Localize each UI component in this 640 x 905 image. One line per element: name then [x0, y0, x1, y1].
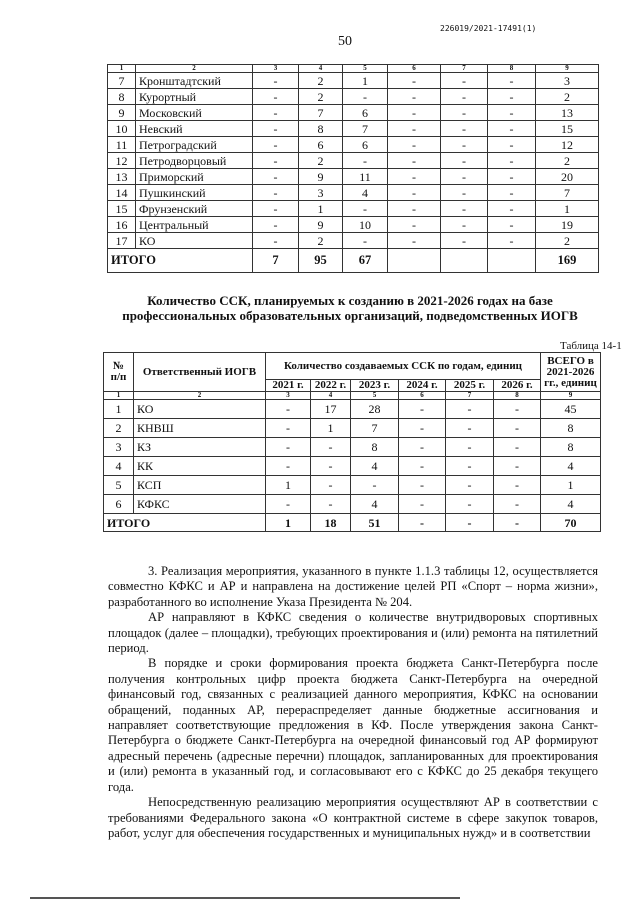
table-cell: - [446, 476, 494, 495]
table-cell: - [253, 169, 299, 185]
table-cell: 4 [541, 495, 601, 514]
table-cell: - [488, 105, 536, 121]
table-row [108, 169, 599, 185]
table-cell: 4 [343, 185, 388, 201]
table-row [108, 217, 599, 233]
table-cell: 14 [108, 185, 136, 201]
table-cell: 8 [299, 121, 343, 137]
table-cell: 15 [108, 201, 136, 217]
table-cell: 4 [351, 457, 399, 476]
total-cell: 95 [299, 249, 343, 273]
table-cell: 7 [351, 419, 399, 438]
header-year: 2026 г. [494, 380, 541, 392]
table-cell: - [351, 476, 399, 495]
table-cell: - [388, 105, 441, 121]
column-number: 5 [351, 392, 399, 400]
page-number: 50 [338, 34, 352, 49]
table-cell: - [488, 121, 536, 137]
table-cell: - [343, 153, 388, 169]
table-cell: Кронштадтский [136, 73, 253, 89]
header-year: 2021 г. [266, 380, 311, 392]
table-cell: - [441, 105, 488, 121]
table-cell: 4 [104, 457, 134, 476]
total-cell: 70 [541, 514, 601, 532]
table-cell: - [446, 400, 494, 419]
table-cell: - [253, 217, 299, 233]
total-cell [388, 249, 441, 273]
body-text [108, 564, 598, 841]
table-cell: 3 [104, 438, 134, 457]
table-cell: 2 [299, 233, 343, 249]
table-cell: 2 [299, 89, 343, 105]
table-cell: - [488, 233, 536, 249]
column-number: 3 [266, 392, 311, 400]
table-cell: Петроградский [136, 137, 253, 153]
table-cell: - [446, 419, 494, 438]
table-cell: - [343, 201, 388, 217]
table-cell: - [399, 476, 446, 495]
table-row [108, 185, 599, 201]
table-cell: - [253, 233, 299, 249]
table-cell: - [253, 121, 299, 137]
table-cell: 1 [541, 476, 601, 495]
paragraph: АР направляют в КФКС сведения о количестве внутридворовых спортивных площадок (далее – площадки), требующих проектирования и (или) ремонта на пятилетний период. [108, 610, 598, 656]
table-row [104, 438, 601, 457]
table-cell: 1 [343, 73, 388, 89]
table-row [108, 121, 599, 137]
column-number: 2 [136, 65, 253, 73]
table-cell: 13 [536, 105, 599, 121]
table-cell: - [343, 233, 388, 249]
table-cell: - [494, 400, 541, 419]
table-row [104, 457, 601, 476]
table-cell: 1 [299, 201, 343, 217]
table-row [108, 89, 599, 105]
table-cell: 3 [536, 73, 599, 89]
table-cell: Пушкинский [136, 185, 253, 201]
table-cell: 17 [311, 400, 351, 419]
table-cell: - [388, 169, 441, 185]
table-cell: - [494, 495, 541, 514]
table-cell: 2 [536, 89, 599, 105]
table-cell: - [446, 457, 494, 476]
table-row [104, 476, 601, 495]
table-cell: - [446, 438, 494, 457]
table-cell: 6 [299, 137, 343, 153]
column-number: 7 [446, 392, 494, 400]
total-cell: 67 [343, 249, 388, 273]
column-number: 4 [311, 392, 351, 400]
column-number: 7 [441, 65, 488, 73]
column-number: 9 [536, 65, 599, 73]
table-cell: - [488, 153, 536, 169]
table-cell: Центральный [136, 217, 253, 233]
table-cell: 2 [536, 233, 599, 249]
table-cell: - [399, 400, 446, 419]
districts-table [107, 64, 599, 273]
table-cell: - [253, 201, 299, 217]
table-cell: - [388, 137, 441, 153]
table-cell: 20 [536, 169, 599, 185]
table-cell: - [311, 476, 351, 495]
table-cell: - [388, 153, 441, 169]
table-cell: - [388, 89, 441, 105]
table-cell: - [388, 185, 441, 201]
column-number: 8 [488, 65, 536, 73]
total-cell: - [446, 514, 494, 532]
paragraph: Непосредственную реализацию мероприятия осуществляют АР в соответствии с требованиями Федерального закона «О контрактной системе в сфере закупок товаров, работ, услуг для обеспечения государственных и муниципальных нужд» и в соответствии [108, 795, 598, 840]
table-cell: 10 [108, 121, 136, 137]
table-cell: - [253, 89, 299, 105]
table-cell: 4 [541, 457, 601, 476]
table-cell: 2 [104, 419, 134, 438]
table-cell: 4 [351, 495, 399, 514]
table-cell: 8 [541, 438, 601, 457]
table-cell: - [441, 185, 488, 201]
total-cell [488, 249, 536, 273]
table-cell: 7 [536, 185, 599, 201]
table-cell: КФКС [134, 495, 266, 514]
table-row [104, 495, 601, 514]
table-cell: 1 [311, 419, 351, 438]
header-year: 2025 г. [446, 380, 494, 392]
table-cell: - [441, 217, 488, 233]
table-cell: - [494, 419, 541, 438]
total-cell: 169 [536, 249, 599, 273]
table-cell: 28 [351, 400, 399, 419]
table-cell: - [253, 185, 299, 201]
table-cell: - [494, 457, 541, 476]
header-iogv: Ответственный ИОГВ [134, 353, 266, 392]
table-row [108, 105, 599, 121]
table-cell: 15 [536, 121, 599, 137]
table-cell: 8 [351, 438, 399, 457]
column-number: 2 [134, 392, 266, 400]
table-cell: 7 [343, 121, 388, 137]
table-cell: - [488, 137, 536, 153]
table-cell: - [441, 169, 488, 185]
column-number-row [104, 392, 601, 400]
table-cell: - [494, 476, 541, 495]
table-cell: 10 [343, 217, 388, 233]
table-cell: 1 [536, 201, 599, 217]
table-row [108, 73, 599, 89]
table-cell: - [494, 438, 541, 457]
table-cell: 3 [299, 185, 343, 201]
total-cell [441, 249, 488, 273]
table-cell: 17 [108, 233, 136, 249]
total-cell: 51 [351, 514, 399, 532]
table-cell: - [311, 495, 351, 514]
header-years-group: Количество создаваемых ССК по годам, единиц [266, 353, 541, 380]
table-cell: 9 [299, 169, 343, 185]
table-cell: - [311, 438, 351, 457]
table-cell: 6 [104, 495, 134, 514]
footer-line [30, 897, 460, 899]
total-cell: 1 [266, 514, 311, 532]
total-cell: 18 [311, 514, 351, 532]
column-number: 4 [299, 65, 343, 73]
table-cell: - [441, 121, 488, 137]
table-cell: 7 [299, 105, 343, 121]
table-cell: - [399, 457, 446, 476]
table-cell: - [441, 89, 488, 105]
iogv-table [103, 352, 601, 532]
table-cell: 12 [108, 153, 136, 169]
column-number: 8 [494, 392, 541, 400]
table-cell: - [253, 137, 299, 153]
header-number: № п/п [104, 353, 134, 392]
column-number: 5 [343, 65, 388, 73]
table-cell: - [388, 121, 441, 137]
table-cell: 6 [343, 105, 388, 121]
table-cell: - [441, 233, 488, 249]
table-cell: - [488, 201, 536, 217]
table-cell: Курортный [136, 89, 253, 105]
table-cell: 12 [536, 137, 599, 153]
table-cell: - [311, 457, 351, 476]
header-year: 2024 г. [399, 380, 446, 392]
total-cell: - [494, 514, 541, 532]
column-number: 1 [104, 392, 134, 400]
table-row [108, 137, 599, 153]
column-number: 3 [253, 65, 299, 73]
table-cell: КНВШ [134, 419, 266, 438]
table-cell: - [266, 438, 311, 457]
column-number: 6 [388, 65, 441, 73]
table-cell: 11 [343, 169, 388, 185]
table-cell: - [266, 457, 311, 476]
table-cell: КЗ [134, 438, 266, 457]
total-row [108, 249, 599, 273]
table-cell: - [488, 89, 536, 105]
table-row [108, 201, 599, 217]
total-cell: - [399, 514, 446, 532]
table-cell: 5 [104, 476, 134, 495]
table-cell: - [253, 105, 299, 121]
table-cell: Петродворцовый [136, 153, 253, 169]
table-cell: - [388, 201, 441, 217]
paragraph: 3. Реализация мероприятия, указанного в пункте 1.1.3 таблицы 12, осуществляется совместно КФКС и АР и направлена на достижение целей РП «Спорт – норма жизни», разработанного во исполнение Указа Президента № 204. [108, 564, 598, 609]
table-cell: 1 [104, 400, 134, 419]
table-cell: 9 [108, 105, 136, 121]
table-cell: - [399, 495, 446, 514]
table-cell: - [388, 73, 441, 89]
table-cell: 45 [541, 400, 601, 419]
table-cell: 8 [541, 419, 601, 438]
section-title: Количество ССК, планируемых к созданию в 2021-2026 годах на базе профессиональных образовательных организаций, подведомственных ИОГВ [122, 293, 578, 323]
table-cell: - [441, 137, 488, 153]
table-cell: 11 [108, 137, 136, 153]
table-cell: Приморский [136, 169, 253, 185]
table-cell: - [266, 400, 311, 419]
table-cell: - [399, 438, 446, 457]
header-year: 2022 г. [311, 380, 351, 392]
table-cell: 2 [299, 73, 343, 89]
table-cell: - [488, 217, 536, 233]
document-number: 226019/2021-17491(1) [440, 24, 537, 33]
table-cell: - [399, 419, 446, 438]
header-year: 2023 г. [351, 380, 399, 392]
table-cell: 16 [108, 217, 136, 233]
table-cell: - [266, 495, 311, 514]
table-cell: - [488, 73, 536, 89]
table-cell: - [446, 495, 494, 514]
table-cell: Невский [136, 121, 253, 137]
column-number: 1 [108, 65, 136, 73]
table-cell: 1 [266, 476, 311, 495]
table-cell: - [488, 185, 536, 201]
table-cell: Фрунзенский [136, 201, 253, 217]
total-cell: 7 [253, 249, 299, 273]
table-cell: - [441, 73, 488, 89]
table-cell: - [388, 217, 441, 233]
table-cell: 19 [536, 217, 599, 233]
table-cell: - [388, 233, 441, 249]
table-row [104, 400, 601, 419]
table-cell: - [253, 73, 299, 89]
table-cell: КО [136, 233, 253, 249]
table-row [104, 419, 601, 438]
table-cell: 9 [299, 217, 343, 233]
table-cell: 6 [343, 137, 388, 153]
table-cell: - [343, 89, 388, 105]
table-cell: 7 [108, 73, 136, 89]
total-label: ИТОГО [108, 249, 253, 273]
table-cell: - [441, 201, 488, 217]
table-cell: КСП [134, 476, 266, 495]
table-cell: 8 [108, 89, 136, 105]
table-row [108, 233, 599, 249]
table-cell: - [488, 169, 536, 185]
column-number-row [108, 65, 599, 73]
paragraph: В порядке и сроки формирования проекта бюджета Санкт-Петербурга после получения контрольных цифр проекта бюджета Санкт-Петербурга на очередной финансовый год, связанных с реализацией данного мероприятия, КФКС на основании обращений, поданных АР, перераспределяет данные бюджетные ассигнования и направляет соответствующие предложения в КФ. После утверждения закона Санкт-Петербурга о бюджете Санкт-Петербурга на очередной финансовый год АР формируют адресный перечень (адресные перечни) площадок, запланированных для проектирования и (или) ремонта в указанный год, и согласовывают его с КФКС до 25 декабря текущего года. [108, 656, 598, 794]
total-row [104, 514, 601, 532]
table-cell: - [441, 153, 488, 169]
column-number: 9 [541, 392, 601, 400]
table-cell: 2 [299, 153, 343, 169]
table-row [108, 153, 599, 169]
table-cell: 13 [108, 169, 136, 185]
table-cell: Московский [136, 105, 253, 121]
table-cell: - [253, 153, 299, 169]
column-number: 6 [399, 392, 446, 400]
total-label: ИТОГО [104, 514, 266, 532]
table-cell: - [266, 419, 311, 438]
table-cell: КК [134, 457, 266, 476]
table-label: Таблица 14-1 [560, 340, 622, 352]
table-cell: 2 [536, 153, 599, 169]
header-total: ВСЕГО в 2021-2026 гг., единиц [541, 353, 601, 392]
table-cell: КО [134, 400, 266, 419]
